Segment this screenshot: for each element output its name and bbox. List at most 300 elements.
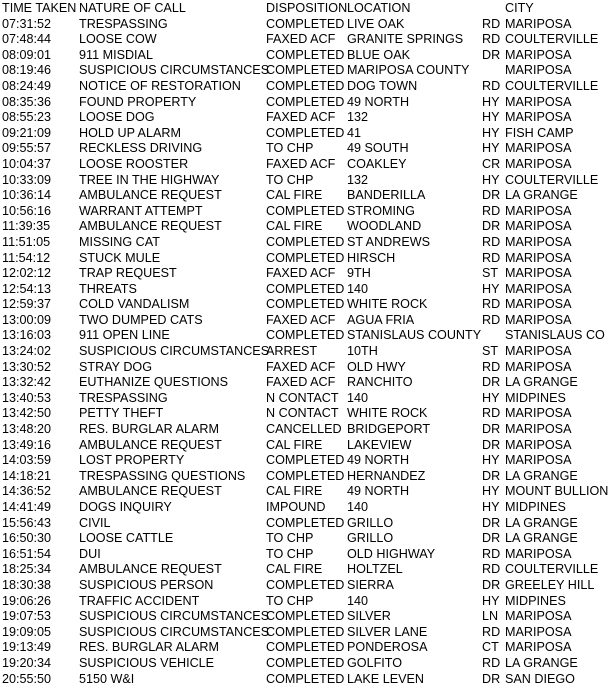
cell-disposition: CAL FIRE: [266, 188, 323, 203]
cell-time: 09:55:57: [2, 141, 52, 156]
cell-time: 12:02:12: [2, 266, 52, 281]
cell-street-suffix: DR: [482, 515, 501, 530]
cell-location: 41: [347, 125, 362, 140]
table-row: [2, 63, 614, 79]
table-row: [2, 531, 614, 547]
cell-time: 08:19:46: [2, 63, 52, 78]
cell-nature-of-call: HOLD UP ALARM: [79, 125, 181, 140]
cell-nature-of-call: AMBULANCE REQUEST: [79, 188, 222, 203]
cell-time: 09:21:09: [2, 125, 52, 140]
table-row: [2, 17, 614, 33]
cell-location: LAKEVIEW: [347, 437, 412, 452]
table-row: [2, 438, 614, 454]
table-row: [2, 547, 614, 563]
cell-nature-of-call: SUSPICIOUS CIRCUMSTANCES: [79, 624, 270, 639]
cell-nature-of-call: 5150 W&I: [79, 671, 135, 686]
cell-street-suffix: HY: [482, 141, 500, 156]
cell-street-suffix: RD: [482, 297, 501, 312]
cell-street-suffix: DR: [482, 422, 501, 437]
cell-disposition: TO CHP: [266, 546, 314, 561]
cell-city: MARIPOSA: [505, 624, 572, 639]
table-row: [2, 672, 614, 688]
cell-location: SILVER: [347, 609, 391, 624]
cell-time: 16:50:30: [2, 531, 52, 546]
cell-time: 14:36:52: [2, 484, 52, 499]
cell-time: 13:40:53: [2, 390, 52, 405]
cell-time: 14:41:49: [2, 500, 52, 514]
table-row: [2, 484, 614, 500]
table-row: [2, 297, 614, 313]
table-row: [2, 188, 614, 204]
cell-time: 19:20:34: [2, 655, 52, 670]
header-disposition: DISPOSITION: [266, 1, 348, 15]
cell-nature-of-call: AMBULANCE REQUEST: [79, 484, 222, 499]
cell-disposition: FAXED ACF: [266, 266, 336, 281]
cell-street-suffix: RD: [482, 16, 501, 31]
cell-location: STROMING: [347, 203, 415, 218]
cell-location: 132: [347, 172, 369, 187]
cell-location: OLD HWY: [347, 359, 406, 374]
cell-disposition: IMPOUND: [266, 500, 326, 514]
cell-nature-of-call: TREE IN THE HIGHWAY: [79, 172, 220, 187]
table-row: [2, 375, 614, 391]
cell-street-suffix: DR: [482, 468, 501, 483]
table-row: [2, 266, 614, 282]
cell-city: COULTERVILLE: [505, 172, 599, 187]
cell-city: MARIPOSA: [505, 16, 572, 31]
cell-disposition: CAL FIRE: [266, 484, 323, 499]
cell-time: 11:51:05: [2, 234, 51, 249]
cell-location: COAKLEY: [347, 156, 407, 171]
cell-street-suffix: HY: [482, 500, 500, 514]
cell-street-suffix: HY: [482, 484, 500, 499]
cell-location: 49 NORTH: [347, 484, 410, 499]
cell-nature-of-call: AMBULANCE REQUEST: [79, 219, 222, 234]
cell-nature-of-call: TRESPASSING QUESTIONS: [79, 468, 246, 483]
cell-time: 13:24:02: [2, 344, 52, 359]
cell-city: GREELEY HILL: [505, 577, 595, 592]
cell-nature-of-call: TWO DUMPED CATS: [79, 312, 203, 327]
cell-city: MARIPOSA: [505, 437, 572, 452]
cell-disposition: FAXED ACF: [266, 312, 336, 327]
table-row: [2, 48, 614, 64]
cell-nature-of-call: EUTHANIZE QUESTIONS: [79, 375, 229, 390]
cell-location: SILVER LANE: [347, 624, 428, 639]
table-row: [2, 406, 614, 422]
cell-street-suffix: DR: [482, 188, 501, 203]
cell-city: STANISLAUS CO: [505, 328, 605, 343]
cell-disposition: FAXED ACF: [266, 156, 336, 171]
cell-disposition: COMPLETED: [266, 47, 345, 62]
table-row: [2, 594, 614, 610]
cell-time: 08:09:01: [2, 47, 52, 62]
cell-time: 10:36:14: [2, 188, 52, 203]
cell-location: SIERRA: [347, 577, 394, 592]
table-row: [2, 110, 614, 126]
cell-nature-of-call: SUSPICIOUS CIRCUMSTANCES: [79, 63, 270, 78]
table-row: [2, 204, 614, 220]
cell-disposition: COMPLETED: [266, 468, 345, 483]
cell-time: 11:54:12: [2, 250, 51, 265]
table-row: [2, 328, 614, 344]
table-row: [2, 173, 614, 189]
cell-time: 19:07:53: [2, 609, 52, 624]
cell-location: BLUE OAK: [347, 47, 410, 62]
cell-nature-of-call: TRESPASSING: [79, 390, 168, 405]
cell-city: MARIPOSA: [505, 359, 572, 374]
cell-city: COULTERVILLE: [505, 78, 599, 93]
cell-city: MIDPINES: [505, 390, 566, 405]
cell-city: COULTERVILLE: [505, 562, 599, 577]
cell-city: MARIPOSA: [505, 312, 572, 327]
cell-disposition: COMPLETED: [266, 640, 345, 655]
cell-time: 13:42:50: [2, 406, 52, 421]
cell-nature-of-call: TRAP REQUEST: [79, 266, 177, 281]
cell-city: MARIPOSA: [505, 63, 572, 78]
cell-location: 10TH: [347, 344, 378, 359]
cell-location: LAKE LEVEN: [347, 671, 425, 686]
cell-time: 07:31:52: [2, 16, 52, 31]
cell-disposition: N CONTACT: [266, 406, 339, 421]
cell-nature-of-call: AMBULANCE REQUEST: [79, 562, 222, 577]
table-row: [2, 126, 614, 142]
cell-location: MARIPOSA COUNTY: [347, 63, 470, 78]
cell-time: 19:06:26: [2, 593, 52, 608]
cell-disposition: TO CHP: [266, 531, 314, 546]
cell-street-suffix: RD: [482, 546, 501, 561]
cell-street-suffix: DR: [482, 437, 501, 452]
cell-disposition: COMPLETED: [266, 16, 345, 31]
table-row: [2, 235, 614, 251]
cell-disposition: FAXED ACF: [266, 375, 336, 390]
cell-nature-of-call: RES. BURGLAR ALARM: [79, 422, 219, 437]
cell-street-suffix: HY: [482, 94, 500, 109]
cell-city: COULTERVILLE: [505, 32, 599, 47]
table-row: [2, 625, 614, 641]
cell-time: 08:55:23: [2, 110, 52, 125]
cell-location: BRIDGEPORT: [347, 422, 431, 437]
cell-location: RANCHITO: [347, 375, 413, 390]
cell-city: MARIPOSA: [505, 266, 572, 281]
cell-street-suffix: DR: [482, 219, 501, 234]
cell-nature-of-call: AMBULANCE REQUEST: [79, 437, 222, 452]
cell-disposition: FAXED ACF: [266, 32, 336, 47]
cell-street-suffix: RD: [482, 78, 501, 93]
cell-street-suffix: RD: [482, 234, 501, 249]
cell-nature-of-call: LOOSE COW: [79, 32, 157, 47]
table-row: [2, 95, 614, 111]
cell-city: MOUNT BULLION: [505, 484, 609, 499]
cell-street-suffix: DR: [482, 577, 501, 592]
table-row: [2, 282, 614, 298]
cell-disposition: COMPLETED: [266, 203, 345, 218]
cell-nature-of-call: SUSPICIOUS PERSON: [79, 577, 214, 592]
cell-disposition: COMPLETED: [266, 671, 345, 686]
table-body: [2, 17, 614, 688]
cell-city: FISH CAMP: [505, 125, 574, 140]
cell-city: MIDPINES: [505, 500, 566, 514]
cell-disposition: CAL FIRE: [266, 437, 323, 452]
cell-location: OLD HIGHWAY: [347, 546, 436, 561]
cell-city: MARIPOSA: [505, 110, 572, 125]
cell-time: 08:24:49: [2, 78, 52, 93]
header-nature-of-call: NATURE OF CALL: [79, 1, 186, 15]
cell-street-suffix: LN: [482, 609, 499, 624]
cell-disposition: TO CHP: [266, 141, 314, 156]
cell-disposition: COMPLETED: [266, 234, 345, 249]
cell-location: WOODLAND: [347, 219, 422, 234]
cell-disposition: COMPLETED: [266, 328, 345, 343]
cell-street-suffix: HY: [482, 390, 500, 405]
cell-street-suffix: RD: [482, 359, 501, 374]
cell-nature-of-call: 911 OPEN LINE: [79, 328, 170, 343]
cell-location: ST ANDREWS: [347, 234, 431, 249]
cell-street-suffix: HY: [482, 125, 500, 140]
cell-disposition: COMPLETED: [266, 94, 345, 109]
cell-disposition: COMPLETED: [266, 250, 345, 265]
cell-nature-of-call: LOOSE CATTLE: [79, 531, 174, 546]
cell-location: GRANITE SPRINGS: [347, 32, 464, 47]
cell-location: HIRSCH: [347, 250, 396, 265]
cell-nature-of-call: LOOSE ROOSTER: [79, 156, 189, 171]
cell-city: MARIPOSA: [505, 94, 572, 109]
cell-city: LA GRANGE: [505, 375, 578, 390]
cell-location: BANDERILLA: [347, 188, 426, 203]
table-row: [2, 219, 614, 235]
cell-city: MARIPOSA: [505, 546, 572, 561]
cell-time: 12:54:13: [2, 281, 52, 296]
cell-disposition: CAL FIRE: [266, 562, 323, 577]
cell-nature-of-call: COLD VANDALISM: [79, 297, 190, 312]
cell-city: MARIPOSA: [505, 609, 572, 624]
table-row: [2, 516, 614, 532]
cell-disposition: COMPLETED: [266, 125, 345, 140]
cell-time: 18:25:34: [2, 562, 52, 577]
cell-street-suffix: ST: [482, 344, 499, 359]
table-row: [2, 422, 614, 438]
cell-location: WHITE ROCK: [347, 297, 428, 312]
cell-city: MARIPOSA: [505, 640, 572, 655]
table-row: [2, 313, 614, 329]
cell-disposition: COMPLETED: [266, 78, 345, 93]
cell-disposition: COMPLETED: [266, 609, 345, 624]
cell-disposition: COMPLETED: [266, 515, 345, 530]
cell-nature-of-call: RES. BURGLAR ALARM: [79, 640, 219, 655]
cell-time: 13:16:03: [2, 328, 52, 343]
cell-city: MARIPOSA: [505, 219, 572, 234]
cell-location: DOG TOWN: [347, 78, 418, 93]
cell-street-suffix: HY: [482, 453, 500, 468]
table-row: [2, 360, 614, 376]
cell-nature-of-call: 911 MISDIAL: [79, 47, 153, 62]
cell-disposition: TO CHP: [266, 172, 314, 187]
cell-street-suffix: RD: [482, 203, 501, 218]
cell-nature-of-call: STUCK MULE: [79, 250, 161, 265]
cell-time: 18:30:38: [2, 577, 52, 592]
call-log-table: [2, 1, 614, 687]
cell-time: 10:56:16: [2, 203, 52, 218]
cell-disposition: COMPLETED: [266, 297, 345, 312]
table-row: [2, 157, 614, 173]
cell-nature-of-call: LOOSE DOG: [79, 110, 155, 125]
header-time-taken: TIME TAKEN: [2, 1, 77, 15]
cell-time: 11:39:35: [2, 219, 51, 234]
cell-location: 49 NORTH: [347, 94, 410, 109]
cell-street-suffix: HY: [482, 172, 500, 187]
cell-location: 132: [347, 110, 369, 125]
cell-disposition: ARREST: [266, 344, 318, 359]
cell-street-suffix: CT: [482, 640, 499, 655]
cell-disposition: COMPLETED: [266, 577, 345, 592]
cell-city: SAN DIEGO: [505, 671, 575, 686]
cell-nature-of-call: MISSING CAT: [79, 234, 160, 249]
cell-city: MARIPOSA: [505, 406, 572, 421]
cell-nature-of-call: FOUND PROPERTY: [79, 94, 197, 109]
cell-location: HOLTZEL: [347, 562, 403, 577]
cell-city: MARIPOSA: [505, 156, 572, 171]
table-row: [2, 453, 614, 469]
cell-time: 14:18:21: [2, 468, 52, 483]
cell-city: MARIPOSA: [505, 344, 572, 359]
cell-city: MARIPOSA: [505, 297, 572, 312]
cell-street-suffix: HY: [482, 281, 500, 296]
cell-nature-of-call: SUSPICIOUS VEHICLE: [79, 655, 215, 670]
table-row: [2, 251, 614, 267]
cell-nature-of-call: TRAFFIC ACCIDENT: [79, 593, 200, 608]
cell-location: 140: [347, 390, 369, 405]
cell-disposition: COMPLETED: [266, 453, 345, 468]
cell-location: 140: [347, 281, 369, 296]
cell-time: 20:55:50: [2, 671, 52, 686]
cell-nature-of-call: DUI: [79, 546, 101, 561]
cell-nature-of-call: PETTY THEFT: [79, 406, 164, 421]
cell-time: 16:51:54: [2, 546, 52, 561]
header-row: [2, 1, 614, 17]
cell-disposition: FAXED ACF: [266, 359, 336, 374]
cell-location: 140: [347, 593, 369, 608]
cell-time: 07:48:44: [2, 32, 52, 47]
cell-street-suffix: CR: [482, 156, 501, 171]
cell-location: 140: [347, 500, 369, 514]
cell-location: GOLFITO: [347, 655, 403, 670]
cell-nature-of-call: THREATS: [79, 281, 137, 296]
cell-nature-of-call: DOGS INQUIRY: [79, 500, 172, 514]
table-row: [2, 391, 614, 407]
cell-city: LA GRANGE: [505, 468, 578, 483]
cell-street-suffix: RD: [482, 312, 501, 327]
cell-street-suffix: RD: [482, 32, 501, 47]
cell-city: LA GRANGE: [505, 188, 578, 203]
cell-location: 49 SOUTH: [347, 141, 409, 156]
cell-location: GRILLO: [347, 531, 394, 546]
cell-location: 49 NORTH: [347, 453, 410, 468]
cell-city: MARIPOSA: [505, 422, 572, 437]
cell-time: 15:56:43: [2, 515, 52, 530]
table-row: [2, 500, 614, 516]
cell-time: 13:48:20: [2, 422, 52, 437]
cell-location: HERNANDEZ: [347, 468, 426, 483]
table-row: [2, 344, 614, 360]
cell-location: PONDEROSA: [347, 640, 428, 655]
table-row: [2, 562, 614, 578]
table-row: [2, 640, 614, 656]
cell-nature-of-call: STRAY DOG: [79, 359, 153, 374]
cell-nature-of-call: NOTICE OF RESTORATION: [79, 78, 241, 93]
cell-street-suffix: DR: [482, 375, 501, 390]
cell-street-suffix: DR: [482, 671, 501, 686]
table-row: [2, 578, 614, 594]
cell-disposition: CANCELLED: [266, 422, 342, 437]
cell-location: WHITE ROCK: [347, 406, 428, 421]
table-row: [2, 469, 614, 485]
cell-time: 19:09:05: [2, 624, 52, 639]
cell-disposition: N CONTACT: [266, 390, 339, 405]
cell-nature-of-call: SUSPICIOUS CIRCUMSTANCES: [79, 609, 270, 624]
cell-city: MARIPOSA: [505, 281, 572, 296]
cell-street-suffix: RD: [482, 406, 501, 421]
cell-location: STANISLAUS COUNTY: [347, 328, 482, 343]
cell-time: 10:33:09: [2, 172, 52, 187]
cell-city: MARIPOSA: [505, 250, 572, 265]
cell-city: LA GRANGE: [505, 655, 578, 670]
cell-disposition: COMPLETED: [266, 624, 345, 639]
cell-city: LA GRANGE: [505, 515, 578, 530]
cell-disposition: COMPLETED: [266, 63, 345, 78]
table-row: [2, 141, 614, 157]
cell-location: AGUA FRIA: [347, 312, 415, 327]
cell-street-suffix: RD: [482, 562, 501, 577]
cell-nature-of-call: CIVIL: [79, 515, 111, 530]
cell-city: MARIPOSA: [505, 234, 572, 249]
cell-time: 08:35:36: [2, 94, 52, 109]
cell-time: 13:32:42: [2, 375, 52, 390]
cell-street-suffix: HY: [482, 593, 500, 608]
cell-time: 19:13:49: [2, 640, 52, 655]
cell-street-suffix: HY: [482, 110, 500, 125]
cell-street-suffix: ST: [482, 266, 499, 281]
cell-city: MIDPINES: [505, 593, 566, 608]
cell-city: MARIPOSA: [505, 47, 572, 62]
cell-nature-of-call: SUSPICIOUS CIRCUMSTANCES: [79, 344, 270, 359]
cell-time: 10:04:37: [2, 156, 52, 171]
cell-time: 13:30:52: [2, 359, 52, 374]
cell-location: LIVE OAK: [347, 16, 405, 31]
cell-nature-of-call: LOST PROPERTY: [79, 453, 185, 468]
cell-time: 13:00:09: [2, 312, 52, 327]
cell-city: MARIPOSA: [505, 203, 572, 218]
cell-location: 9TH: [347, 266, 371, 281]
cell-street-suffix: RD: [482, 250, 501, 265]
cell-nature-of-call: TRESPASSING: [79, 16, 168, 31]
cell-city: MARIPOSA: [505, 453, 572, 468]
table-row: [2, 656, 614, 672]
cell-street-suffix: DR: [482, 531, 501, 546]
cell-location: GRILLO: [347, 515, 394, 530]
header-city: CITY: [505, 1, 534, 15]
cell-nature-of-call: RECKLESS DRIVING: [79, 141, 203, 156]
cell-disposition: FAXED ACF: [266, 110, 336, 125]
table-row: [2, 79, 614, 95]
table-row: [2, 609, 614, 625]
cell-time: 13:49:16: [2, 437, 52, 452]
header-location: LOCATION: [347, 1, 411, 15]
cell-time: 12:59:37: [2, 297, 52, 312]
cell-disposition: TO CHP: [266, 593, 314, 608]
cell-time: 14:03:59: [2, 453, 52, 468]
cell-street-suffix: DR: [482, 47, 501, 62]
cell-nature-of-call: WARRANT ATTEMPT: [79, 203, 203, 218]
cell-disposition: COMPLETED: [266, 655, 345, 670]
